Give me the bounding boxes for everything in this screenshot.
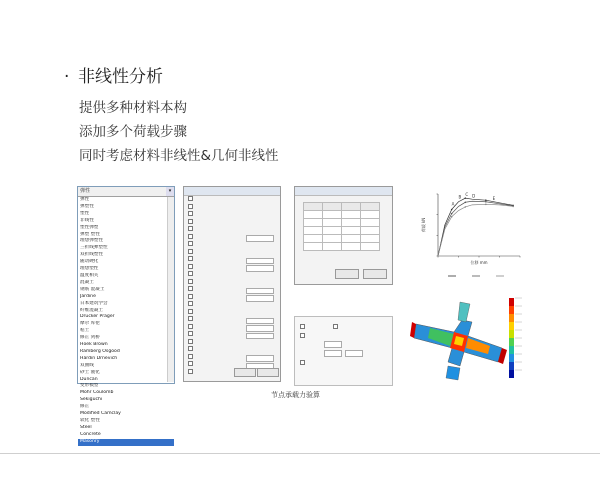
feature-list <box>79 96 279 168</box>
material-option[interactable]: 塑性弹塑 <box>80 224 99 230</box>
load-displacement-chart <box>418 188 526 284</box>
table-cell[interactable] <box>361 243 380 251</box>
material-option[interactable]: 摩尔 库伦 <box>80 321 100 327</box>
checkbox[interactable] <box>188 369 193 374</box>
settings-row[interactable] <box>188 256 280 264</box>
material-option[interactable]: 日本建筑学会 <box>80 300 108 306</box>
series-line <box>438 201 513 256</box>
checkbox[interactable] <box>188 256 193 261</box>
table-cell[interactable] <box>304 243 323 251</box>
material-option[interactable]: Ramberg Osgood <box>80 348 120 354</box>
material-option[interactable]: Mohr Coulomb <box>80 390 114 396</box>
material-option[interactable]: Duncan <box>80 376 98 382</box>
checkbox[interactable] <box>188 271 193 276</box>
material-option[interactable]: 非线性 <box>80 217 94 223</box>
settings-row[interactable] <box>188 309 280 317</box>
settings-row[interactable] <box>188 219 280 227</box>
table-cell[interactable] <box>304 235 323 243</box>
radio[interactable] <box>188 219 193 224</box>
table-row[interactable] <box>304 243 380 251</box>
table-row[interactable] <box>304 227 380 235</box>
settings-row[interactable] <box>188 234 280 242</box>
material-option[interactable]: Steel <box>80 424 92 430</box>
table-cell[interactable] <box>342 227 361 235</box>
legend-color-band <box>509 362 514 370</box>
settings-row[interactable] <box>188 279 280 287</box>
material-model-list[interactable] <box>77 186 175 444</box>
radio[interactable] <box>333 324 338 329</box>
material-option[interactable]: 理想塑性 <box>80 266 99 272</box>
analysis-settings-dialog <box>183 186 281 382</box>
material-option[interactable]: Jardine <box>80 293 96 299</box>
settings-row[interactable] <box>188 354 280 362</box>
material-option[interactable]: 修正 剑桥 <box>80 335 100 341</box>
fem-stress-contour <box>410 292 525 384</box>
material-option[interactable]: 双曲线 <box>80 362 94 368</box>
table-header-cell <box>304 203 323 211</box>
radio[interactable] <box>188 279 193 284</box>
material-option[interactable]: 随动硬化 <box>80 259 99 265</box>
checkbox[interactable] <box>188 211 193 216</box>
option-row[interactable] <box>300 341 392 350</box>
point-marker-label: A <box>451 201 455 207</box>
checkbox[interactable] <box>300 360 305 365</box>
checkbox[interactable] <box>188 196 193 201</box>
material-combo-value: 弹性 <box>80 188 91 194</box>
series-line <box>438 198 513 256</box>
material-combo[interactable] <box>78 187 174 197</box>
material-option[interactable]: 理想弹塑性 <box>80 238 103 244</box>
chevron-down-icon[interactable]: ▾ <box>166 187 174 196</box>
legend-color-band <box>509 370 514 378</box>
radio[interactable] <box>188 346 193 351</box>
table-cell[interactable] <box>361 219 380 227</box>
material-option[interactable]: Hoek Brown <box>80 342 108 348</box>
data-point <box>485 204 487 206</box>
option-row[interactable] <box>300 323 392 332</box>
checkbox[interactable] <box>188 286 193 291</box>
checkbox[interactable] <box>188 234 193 239</box>
title-text: 非线性分析 <box>78 67 163 87</box>
legend-color-band <box>509 306 514 314</box>
settings-row[interactable] <box>188 324 280 332</box>
table-cell[interactable] <box>323 211 342 219</box>
confirm-button[interactable] <box>335 269 359 279</box>
material-option[interactable]: 双折线塑性 <box>80 252 103 258</box>
radio[interactable] <box>188 249 193 254</box>
data-point <box>465 201 467 203</box>
material-option[interactable]: 弹塑性 <box>80 203 94 209</box>
checkbox[interactable] <box>188 264 193 269</box>
legend-color-band <box>509 346 514 354</box>
table-cell[interactable] <box>304 211 323 219</box>
material-option[interactable]: 钢筋 混凝土 <box>80 286 105 292</box>
table-cell[interactable] <box>323 227 342 235</box>
radio[interactable] <box>188 339 193 344</box>
value-field[interactable] <box>324 341 342 348</box>
legend-color-band <box>509 354 514 362</box>
settings-row[interactable] <box>188 301 280 309</box>
legend-color-band <box>509 338 514 346</box>
material-option[interactable]: 混凝土 <box>80 279 94 285</box>
settings-row[interactable] <box>188 316 280 324</box>
table-cell[interactable] <box>323 235 342 243</box>
joint-model-image <box>410 302 507 380</box>
material-option[interactable]: Modified Camclay <box>80 411 121 417</box>
ok-button[interactable] <box>234 368 256 377</box>
table-cell[interactable] <box>342 219 361 227</box>
legend-color-band <box>509 298 514 306</box>
table-row[interactable] <box>304 219 380 227</box>
material-option[interactable]: 粘土 <box>80 328 90 334</box>
legend-color-band <box>509 330 514 338</box>
value-field[interactable] <box>324 350 342 357</box>
material-option[interactable]: Sekiguchi <box>80 397 103 403</box>
point-marker-label: B <box>458 194 462 200</box>
table-header-cell <box>342 203 361 211</box>
table-cell[interactable] <box>361 235 380 243</box>
data-point <box>485 199 487 201</box>
table-row[interactable] <box>304 211 380 219</box>
checkbox[interactable] <box>188 324 193 329</box>
material-options[interactable] <box>78 197 174 446</box>
table-row[interactable] <box>304 235 380 243</box>
table-cell[interactable] <box>342 235 361 243</box>
checkbox[interactable] <box>188 316 193 321</box>
data-point <box>451 213 453 215</box>
x-axis-label: 位移 mm <box>470 260 488 265</box>
material-option[interactable]: 修正 <box>80 404 90 410</box>
option-row[interactable] <box>300 350 392 359</box>
radio[interactable] <box>188 309 193 314</box>
data-point <box>465 206 467 208</box>
table-cell[interactable] <box>361 211 380 219</box>
settings-row[interactable] <box>188 196 280 204</box>
dialog-titlebar <box>295 187 392 196</box>
checkbox[interactable] <box>188 294 193 299</box>
table-cell[interactable] <box>342 243 361 251</box>
data-point <box>465 197 467 199</box>
checkbox[interactable] <box>188 204 193 209</box>
table-cell[interactable] <box>323 243 342 251</box>
material-option[interactable]: Hardin Drnevich <box>80 355 118 361</box>
table-cell[interactable] <box>304 219 323 227</box>
settings-row[interactable] <box>188 241 280 249</box>
settings-row[interactable] <box>188 226 280 234</box>
y-axis-label: 荷载 kN <box>421 217 426 233</box>
table-header-cell <box>361 203 380 211</box>
radio[interactable] <box>300 333 305 338</box>
material-option[interactable]: 软化 塑性 <box>80 418 100 423</box>
options-panel <box>294 316 393 386</box>
dialog-titlebar <box>184 187 280 196</box>
figure-caption: 节点承载力验算 <box>271 391 320 399</box>
checkbox[interactable] <box>188 361 193 366</box>
material-option[interactable]: 弹性 <box>80 197 90 202</box>
settings-row[interactable] <box>188 264 280 272</box>
radio[interactable] <box>188 241 193 246</box>
material-option[interactable]: Drucker Prager <box>80 314 115 320</box>
cancel-button[interactable] <box>257 368 279 377</box>
slide-title <box>64 62 163 87</box>
table-cell[interactable] <box>304 227 323 235</box>
table-cell[interactable] <box>342 211 361 219</box>
feature-item: 同时考虑材料非线性&几何非线性 <box>79 148 279 164</box>
settings-row[interactable] <box>188 294 280 302</box>
settings-row[interactable] <box>188 211 280 219</box>
settings-row[interactable] <box>188 271 280 279</box>
settings-row[interactable] <box>188 249 280 257</box>
cancel-button[interactable] <box>363 269 387 279</box>
material-option[interactable]: 塑性 <box>80 210 90 216</box>
data-point <box>451 216 453 218</box>
contour-legend <box>509 298 522 378</box>
load-step-table[interactable] <box>303 202 380 251</box>
settings-row[interactable] <box>188 286 280 294</box>
material-option[interactable]: 温度相关 <box>80 272 99 278</box>
option-row[interactable] <box>300 359 392 368</box>
radio[interactable] <box>188 226 193 231</box>
legend-color-band <box>509 322 514 330</box>
settings-row[interactable] <box>188 339 280 347</box>
table-cell[interactable] <box>361 227 380 235</box>
checkbox[interactable] <box>188 354 193 359</box>
point-marker-label: E <box>492 196 496 202</box>
checkbox[interactable] <box>188 301 193 306</box>
checkbox[interactable] <box>188 331 193 336</box>
option-row[interactable] <box>300 332 392 341</box>
material-option[interactable]: Concrete <box>80 431 101 437</box>
data-point <box>485 201 487 203</box>
material-option[interactable]: 砂土 液化 <box>80 369 100 375</box>
series-line <box>438 204 513 256</box>
settings-row[interactable] <box>188 331 280 339</box>
material-option[interactable]: Masonry <box>78 439 174 446</box>
scrollbar[interactable] <box>167 197 174 382</box>
material-option[interactable]: 纤维混凝土 <box>80 307 103 313</box>
table-cell[interactable] <box>323 219 342 227</box>
bullet-dot: · <box>64 67 70 87</box>
feature-item: 提供多种材料本构 <box>79 100 187 116</box>
checkbox[interactable] <box>300 324 305 329</box>
material-option[interactable]: 变形模型 <box>80 383 99 389</box>
point-marker-label: C <box>465 192 469 198</box>
value-field[interactable] <box>345 350 363 357</box>
material-option[interactable]: 弹塑 塑性 <box>80 231 100 237</box>
material-option[interactable]: 三折线弹塑性 <box>80 245 108 251</box>
point-marker-label: D <box>472 193 476 199</box>
feature-item: 添加多个荷载步骤 <box>79 124 187 140</box>
settings-row[interactable] <box>188 204 280 212</box>
data-point <box>451 209 453 211</box>
table-header-cell <box>323 203 342 211</box>
legend-color-band <box>509 314 514 322</box>
settings-row[interactable] <box>188 346 280 354</box>
data-point <box>512 206 514 208</box>
load-step-dialog <box>294 186 393 285</box>
